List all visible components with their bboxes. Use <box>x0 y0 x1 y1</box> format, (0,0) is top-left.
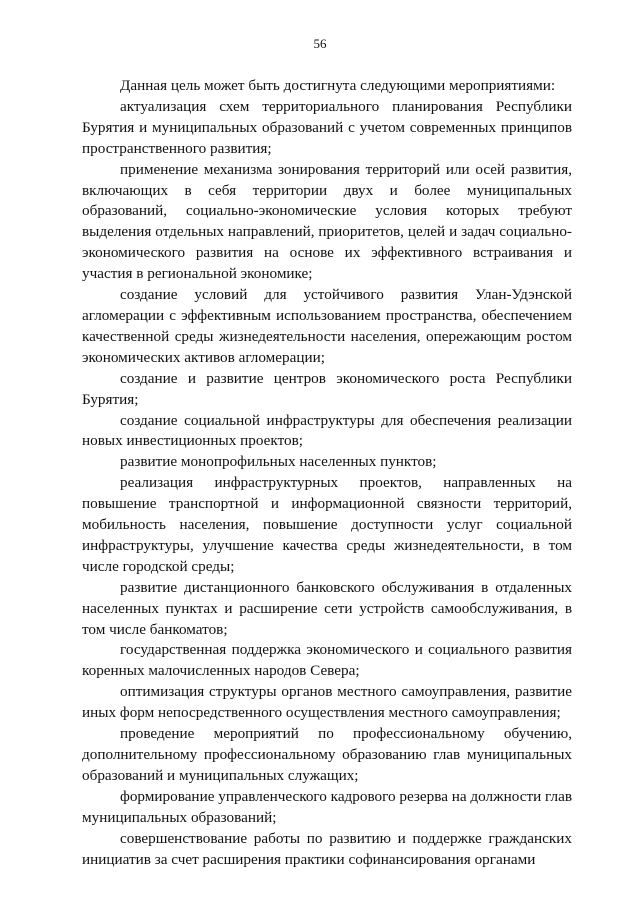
list-item: оптимизация структуры органов местного самоуправления, развитие иных форм непосредственного осуществления местного самоуправления; <box>82 683 572 722</box>
list-item: реализация инфраструктурных проектов, направленных на повышение транспортной и информационной связности территорий, мобильность населения, повышение доступности услуг социальной инфраструктуры, улучшение качества среды жизнедеятельности, в том числе городской среды; <box>82 474 572 575</box>
list-item: совершенствование работы по развитию и поддержке гражданских инициатив за счет расширения практики софинансирования органами <box>82 829 572 868</box>
body-text <box>82 76 572 870</box>
paragraph-intro: Данная цель может быть достигнута следующими мероприятиями: <box>120 77 556 94</box>
list-item: проведение мероприятий по профессиональному обучению, дополнительному профессиональному образованию глав муниципальных образований и муниципальных служащих; <box>82 725 572 784</box>
list-item: формирование управленческого кадрового резерва на должности глав муниципальных образований; <box>82 787 572 826</box>
list-item: государственная поддержка экономического и социального развития коренных малочисленных народов Севера; <box>82 641 572 680</box>
list-item: актуализация схем территориального планирования Республики Бурятия и муниципальных образований с учетом современных принципов пространственного развития; <box>82 97 572 157</box>
list-item: развитие монопрофильных населенных пунктов; <box>120 453 437 471</box>
list-item: создание социальной инфраструктуры для обеспечения реализации новых инвестиционных проектов; <box>82 411 572 450</box>
page-number: 56 <box>313 36 327 51</box>
list-item: создание и развитие центров экономического роста Республики Бурятия; <box>82 369 572 408</box>
list-item: развитие дистанционного банковского обслуживания в отдаленных населенных пунктах и расширение сети устройств самообслуживания, в том числе банкоматов; <box>82 578 572 638</box>
list-item: применение механизма зонирования территорий или осей развития, включающих в себя территории двух и более муниципальных образований, социально-экономические условия которых требуют выделения отдельных направлений, приоритетов, целей и задач социально-экономического развития на основе их эффективного встраивания и участия в региональной экономике; <box>82 160 572 283</box>
list-item: создание условий для устойчивого развития Улан-Удэнской агломерации с эффективным использованием пространства, обеспечением качественной среды жизнедеятельности населения, опережающим ростом экономических активов агломерации; <box>82 286 572 366</box>
